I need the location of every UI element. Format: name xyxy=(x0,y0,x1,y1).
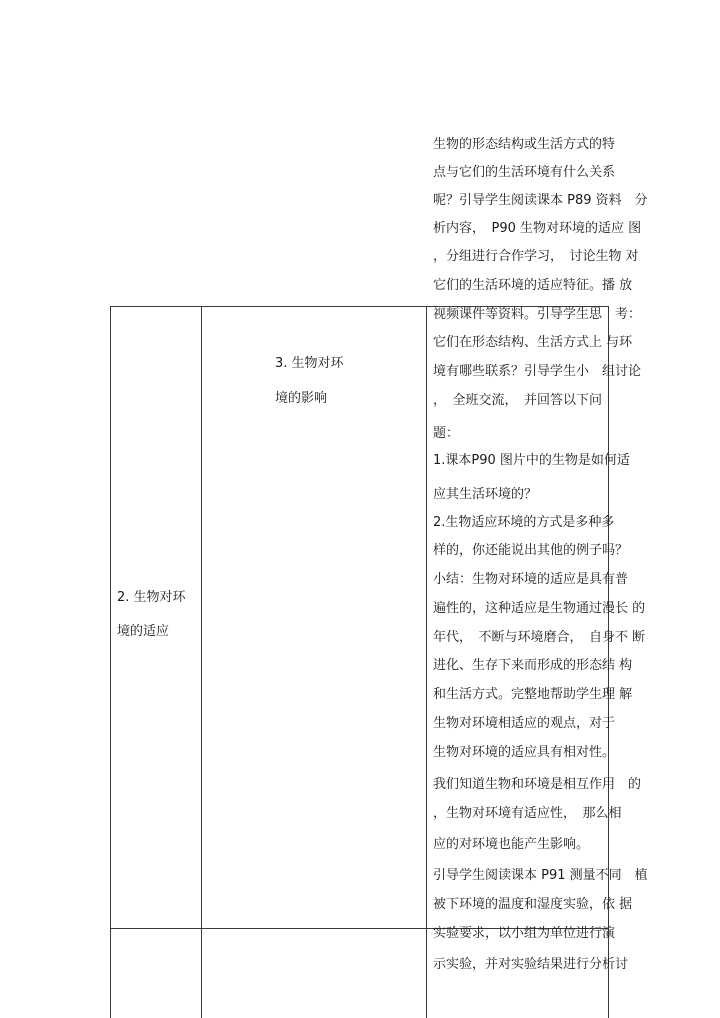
text-line-19: 进化、生存下来而形成的形态结 构 xyxy=(433,658,633,673)
text-line-29: 示实验，并对实验结果进行分析讨 xyxy=(433,957,629,972)
text-line-25: 应的对环境也能产生影响。 xyxy=(433,837,590,852)
text-line-15: 样的，你还能说出其他的例子吗？ xyxy=(433,543,629,558)
table-column-divider-1 xyxy=(201,306,202,1018)
text-line-13: 应其生活环境的？ xyxy=(433,487,538,502)
text-line-10: ， 全班交流， 并回答以下问 xyxy=(433,393,603,408)
cell-col1-line-1: 2. 生物对环 xyxy=(117,590,186,605)
text-line-22: 生物对环境的适应具有相对性。 xyxy=(433,745,616,760)
text-line-7: 视频课件等资料。引导学生思 考： xyxy=(433,307,642,322)
text-line-28: 实验要求，以小组为单位进行演 xyxy=(433,926,616,941)
cell-col1-line-2: 境的适应 xyxy=(117,624,170,639)
text-line-27: 被下环境的温度和湿度实验，依 据 xyxy=(433,897,633,912)
text-line-16: 小结：生物对环境的适应是具有普 xyxy=(433,572,629,587)
table-left-border xyxy=(110,306,111,1018)
text-line-9: 境有哪些联系？引导学生小 组讨论 xyxy=(433,364,642,379)
text-line-20: 和生活方式。完整地帮助学生理 解 xyxy=(433,687,633,702)
cell-col2-line-1: 3. 生物对环 xyxy=(275,356,344,371)
text-line-26: 引导学生阅读课本 P91 测量不同 植 xyxy=(433,868,648,883)
text-line-5: ，分组进行合作学习， 讨论生物 对 xyxy=(433,249,639,264)
text-line-17: 遍性的，这种适应是生物通过漫长 的 xyxy=(433,601,646,616)
text-line-4: 析内容， P90 生物对环境的适应 图 xyxy=(433,221,642,236)
text-line-23: 我们知道生物和环境是相互作用 的 xyxy=(433,777,642,792)
table-column-divider-2 xyxy=(426,306,427,1018)
cell-col2-line-2: 境的影响 xyxy=(275,391,328,406)
text-line-2: 点与它们的生活环境有什么关系 xyxy=(433,165,616,180)
text-line-11: 题： xyxy=(433,426,460,441)
text-line-24: ，生物对环境有适应性， 那么相 xyxy=(433,806,622,821)
text-line-14: 2.生物适应环境的方式是多种多 xyxy=(433,515,615,530)
text-line-6: 它们的生活环境的适应特征。播 放 xyxy=(433,278,633,293)
text-line-8: 它们在形态结构、生活方式上 与环 xyxy=(433,335,633,350)
text-line-18: 年代， 不断与环境磨合， 自身不 断 xyxy=(433,630,646,645)
text-line-3: 呢？引导学生阅读课本 P89 资料 分 xyxy=(433,193,648,208)
text-line-21: 生物对环境相适应的观点，对于 xyxy=(433,716,616,731)
text-line-12: 1.课本P90 图片中的生物是如何适 xyxy=(433,453,630,468)
text-line-1: 生物的形态结构或生活方式的特 xyxy=(433,137,616,152)
